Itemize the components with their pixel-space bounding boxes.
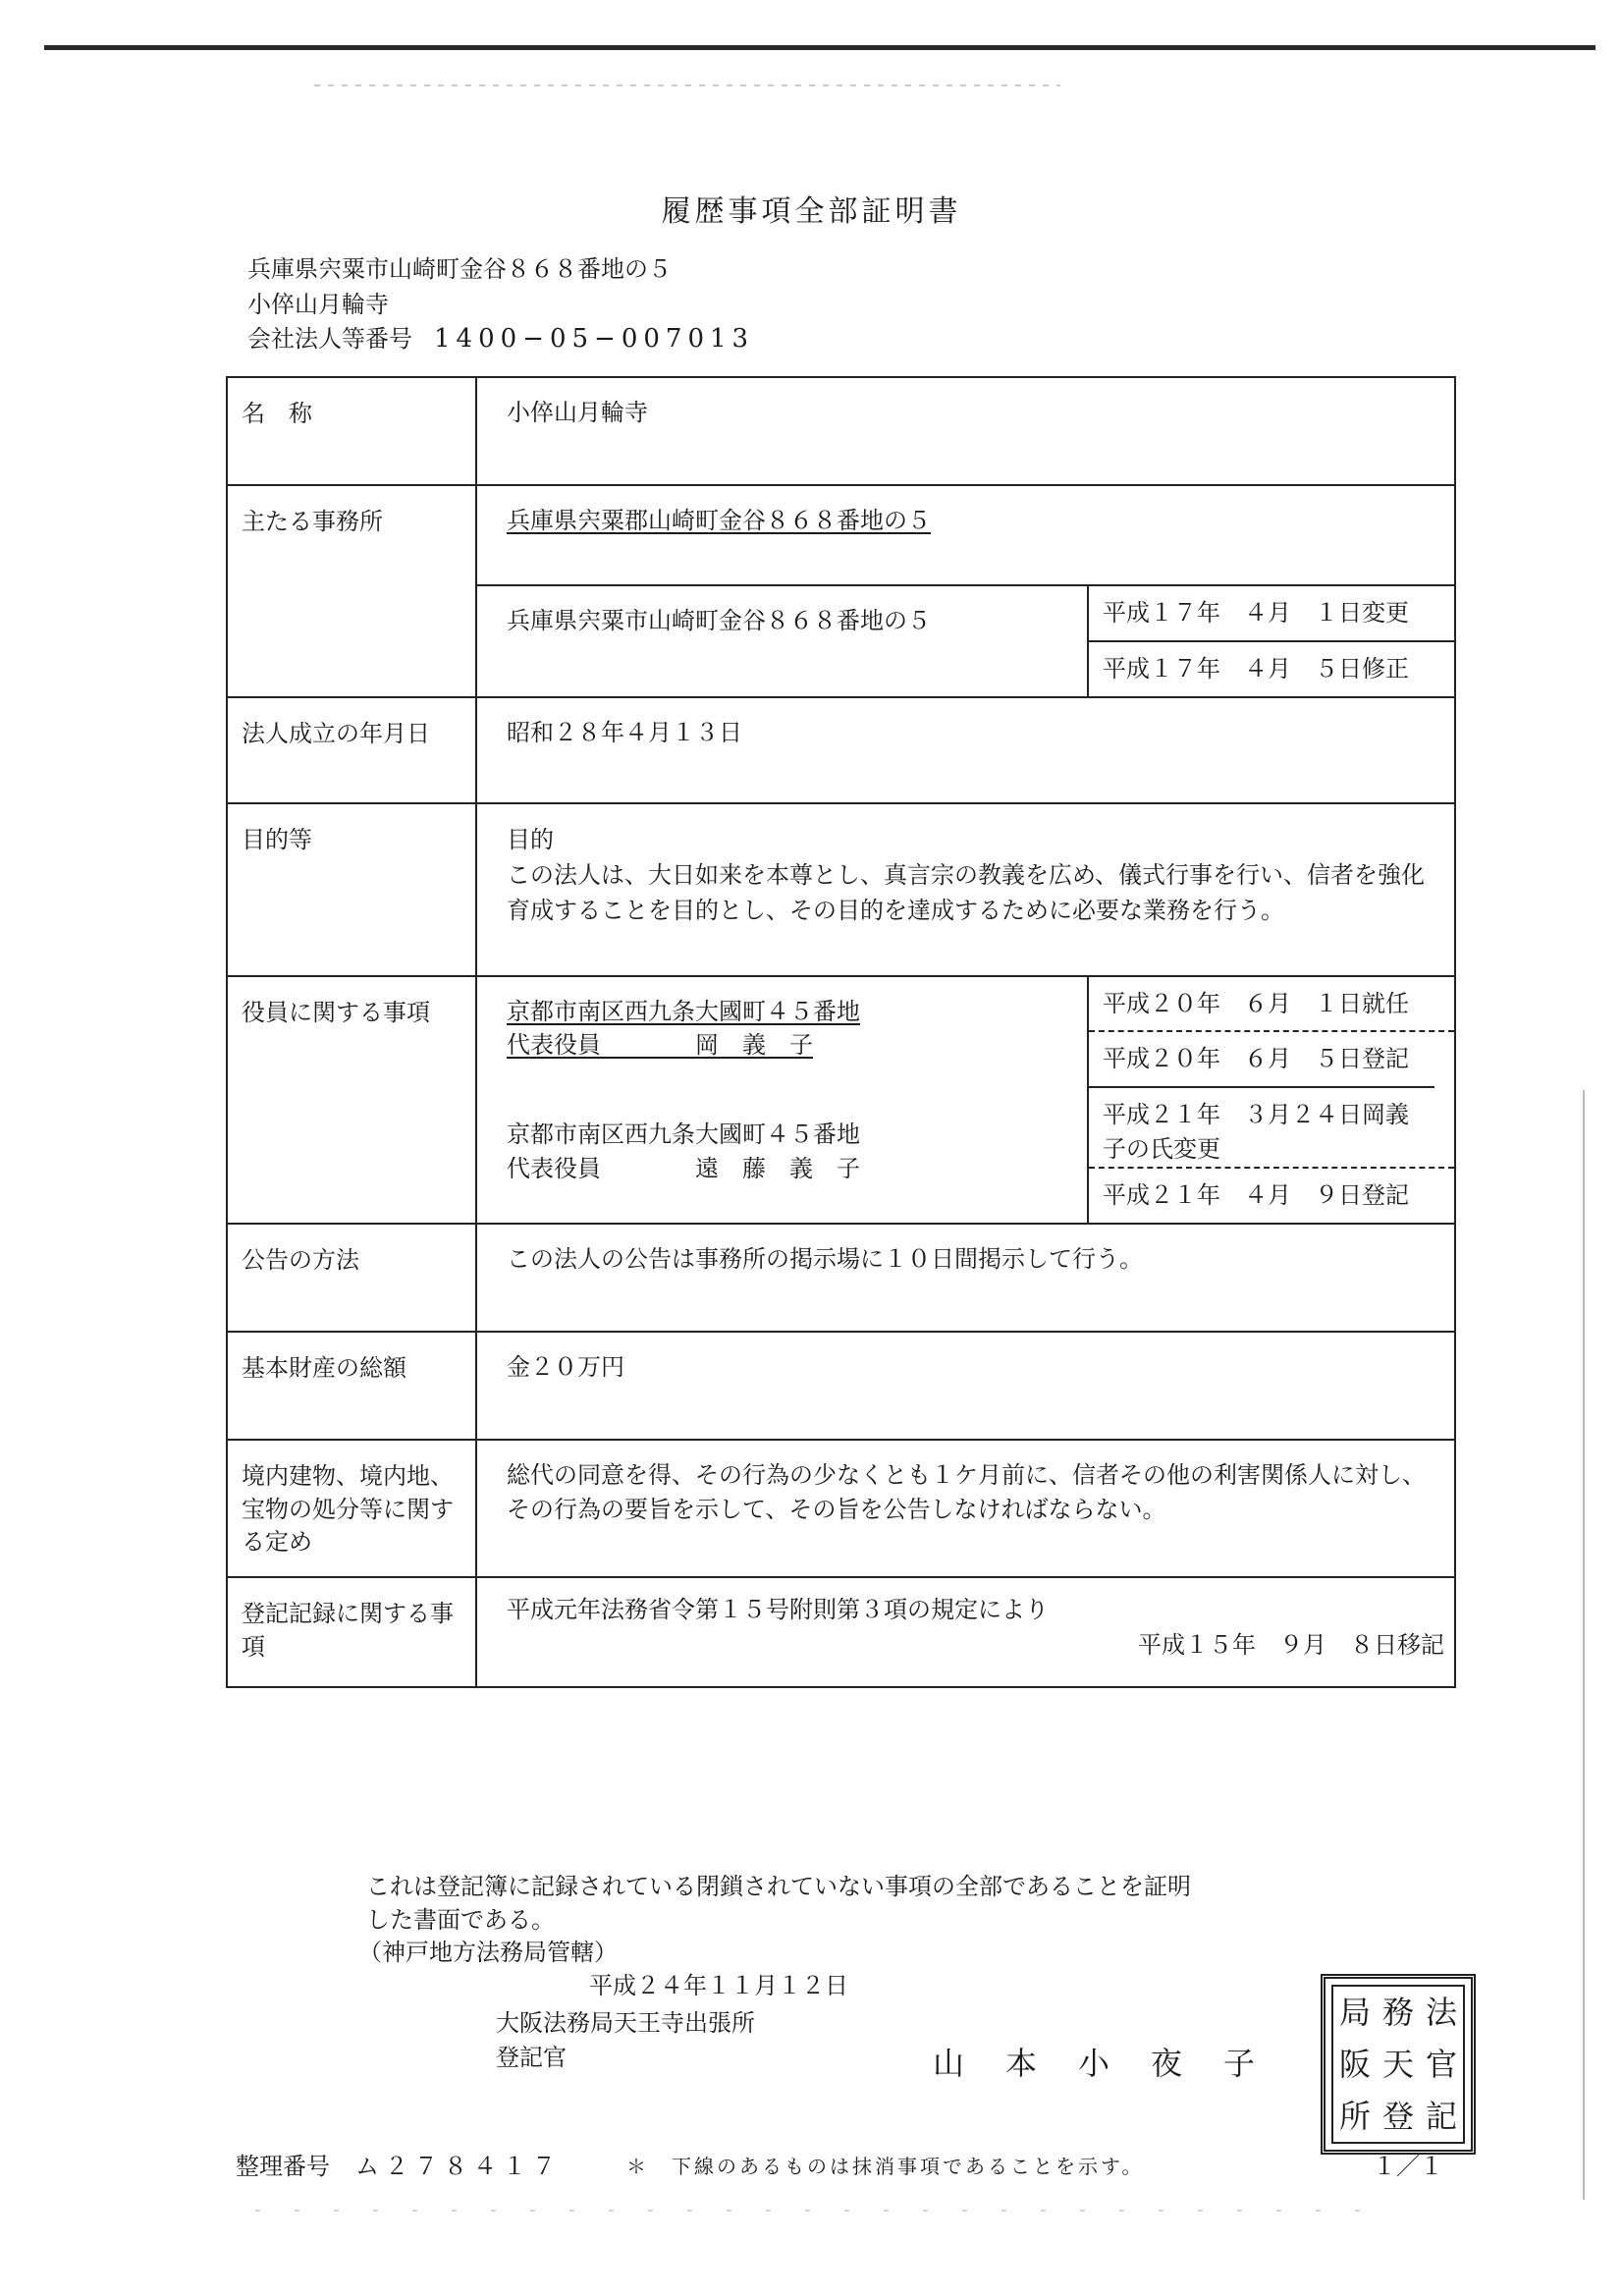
row-established [227, 697, 1455, 803]
value-established: 昭和２８年４月１３日 [507, 718, 742, 746]
reference-value: ム２７８４１７ [355, 2153, 562, 2180]
seal-stamp-icon: 局 務 法 阪 天 官 所 登 記 [1331, 1985, 1465, 2144]
label-registry: 登記記録に関する事項 [227, 1577, 476, 1687]
header-corp-number [247, 326, 754, 352]
row-assets [227, 1332, 1455, 1440]
officer2-address: 京都市南区西九条大國町４５番地 [507, 1121, 860, 1149]
scan-edge-line [1583, 1090, 1585, 2200]
label-property: 境内建物、境内地、宝物の処分等に関する定め [227, 1440, 476, 1577]
officer-title: 登記官 [496, 2044, 567, 2071]
row-officers [227, 976, 1455, 1224]
officer1-role: 代表役員 岡 義 子 [507, 1031, 813, 1060]
purpose-heading: 目的 [507, 825, 554, 853]
officer2-role: 代表役員 遠 藤 義 子 [507, 1154, 860, 1182]
value-notice: この法人の公告は事務所の掲示場に１０日間掲示して行う。 [507, 1244, 1143, 1273]
office-new-address: 兵庫県宍粟市山崎町金谷８６８番地の５ [507, 607, 931, 634]
certification-line2: した書面である。 [366, 1905, 555, 1934]
corp-number-label: 会社法人等番号 [247, 325, 412, 353]
officer1-address: 京都市南区西九条大國町４５番地 [507, 997, 860, 1025]
corp-number-value: 1400−05−007013 [434, 324, 755, 354]
purpose-body: この法人は、大日如来を本尊とし、真言宗の教義を広め、儀式行事を行い、信者を強化育成することを目的とし、その目的を達成するために必要な業務を行う。 [507, 860, 1426, 924]
page-number: １／１ [1373, 2153, 1443, 2180]
office-old-address: 兵庫県宍粟郡山崎町金谷８６８番地の５ [507, 507, 931, 534]
row-name [227, 377, 1455, 485]
row-office [227, 485, 1455, 697]
label-purpose: 目的等 [227, 803, 476, 976]
footnote: ＊ 下線のあるものは抹消事項であることを示す。 [626, 2155, 1145, 2178]
registry-table [226, 376, 1456, 1688]
value-name: 小倅山月輪寺 [507, 399, 648, 426]
certification-statement [358, 1871, 1191, 1970]
header-name: 小倅山月輪寺 [247, 291, 389, 318]
header-address: 兵庫県宍粟市山崎町金谷８６８番地の５ [247, 255, 672, 283]
registry-date: 平成１５年 ９月 ８日移記 [1138, 1630, 1444, 1659]
row-purpose [227, 803, 1455, 976]
label-notice: 公告の方法 [227, 1224, 476, 1332]
value-assets: 金２０万円 [507, 1352, 624, 1381]
certification-date: 平成２４年１１月１２日 [589, 1972, 848, 1999]
label-officers: 役員に関する事項 [227, 976, 476, 1224]
officer-name: 山本小夜子 [933, 2045, 1297, 2082]
issuing-office: 大阪法務局天王寺出張所 [496, 2009, 755, 2037]
scan-edge [44, 45, 1596, 50]
office-change-date: 平成１７年 ４月 １日変更 [1103, 599, 1409, 627]
officer2-registered-date: 平成２１年 ４月 ９日登記 [1089, 1167, 1454, 1223]
label-name: 名 称 [227, 377, 476, 485]
scan-noise [314, 84, 1060, 86]
scan-noise-bottom [255, 2210, 1384, 2212]
value-property: 総代の同意を得、その行為の少なくとも１ケ月前に、信者その他の利害関係人に対し、その行為の要旨を示して、その旨を公告しなければならない。 [507, 1460, 1426, 1523]
document-title: 履歴事項全部証明書 [661, 194, 962, 229]
label-assets: 基本財産の総額 [227, 1332, 476, 1440]
label-office: 主たる事務所 [227, 485, 476, 697]
reference-label: 整理番号 [236, 2153, 330, 2180]
officer1-appointed-date: 平成２０年 ６月 １日就任 [1103, 989, 1409, 1017]
registry-note: 平成元年法務省令第１５号附則第３項の規定により [507, 1595, 1049, 1623]
reference-number [236, 2147, 562, 2181]
officer2-name-change-date: 平成２１年 ３月２４日岡義子の氏変更 [1089, 1086, 1434, 1167]
office-correction-date: 平成１７年 ４月 ５日修正 [1089, 640, 1454, 696]
row-property [227, 1440, 1455, 1577]
official-seal [1321, 1974, 1476, 2155]
row-registry [227, 1577, 1455, 1687]
label-established: 法人成立の年月日 [227, 697, 476, 803]
officer1-registered-date: 平成２０年 ６月 ５日登記 [1089, 1030, 1454, 1086]
row-notice [227, 1224, 1455, 1332]
jurisdiction: （神戸地方法務局管轄） [358, 1939, 618, 1967]
certification-line1: これは登記簿に記録されている閉鎖されていない事項の全部であることを証明 [366, 1873, 1191, 1900]
